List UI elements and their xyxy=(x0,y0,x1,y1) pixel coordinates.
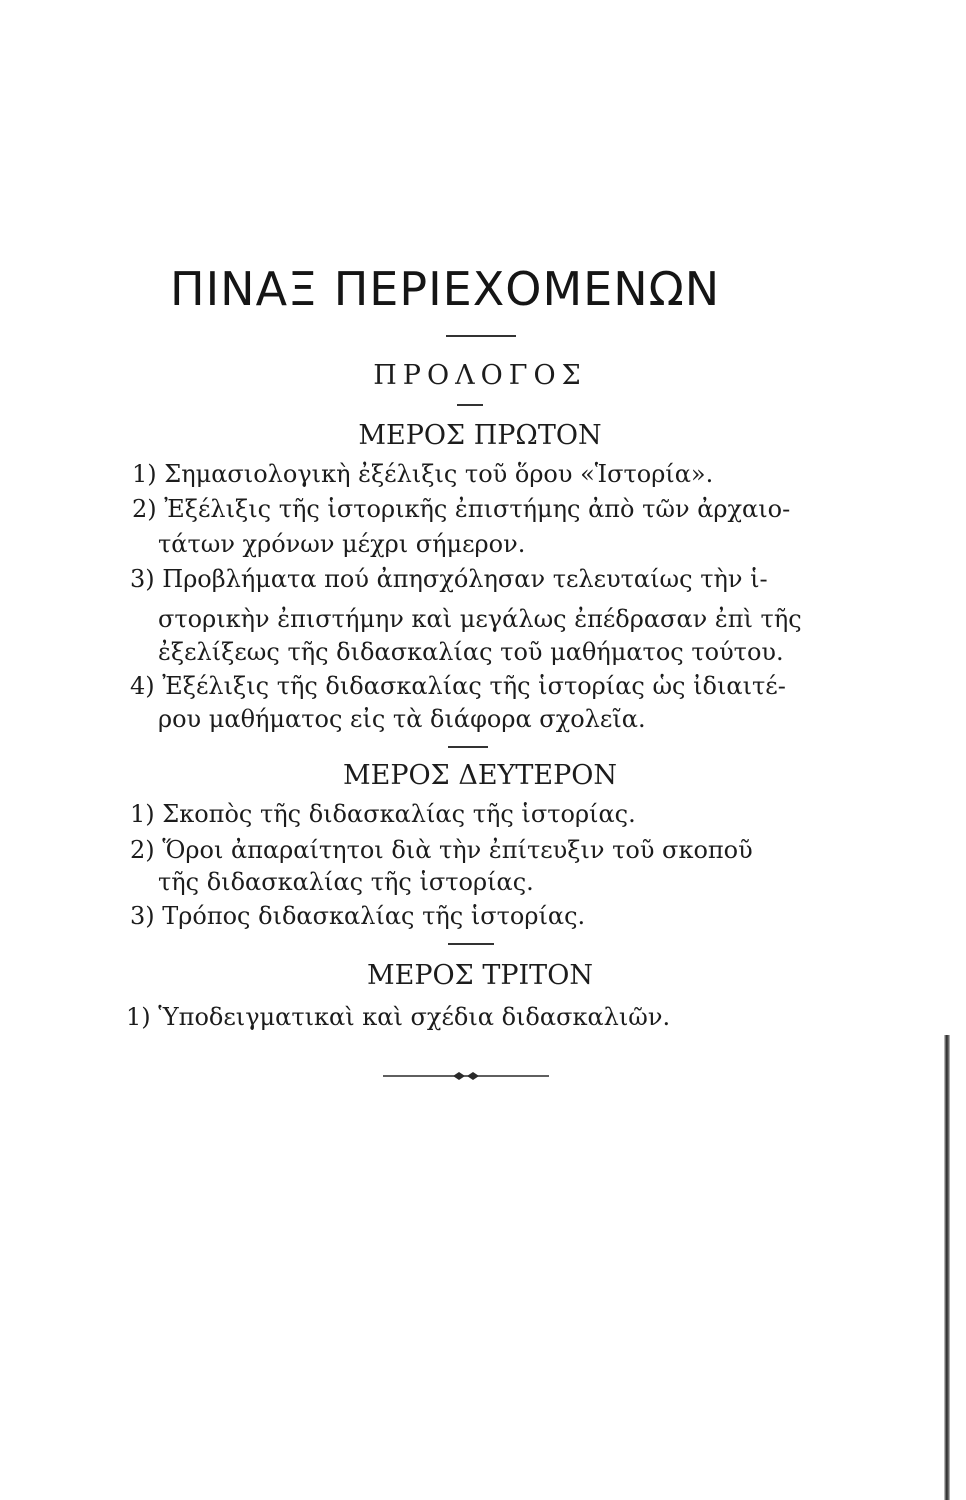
section-separator xyxy=(448,746,488,748)
page-edge-shadow xyxy=(944,1035,950,1500)
toc-entry: 1) Ὑποδειγματικαὶ καὶ σχέδια διδασκαλιῶν. xyxy=(126,1003,671,1031)
toc-entry-continuation: ρου μαθήματος εἰς τὰ διάφορα σχολεῖα. xyxy=(158,705,646,733)
toc-entry: 2) Ἐξέλιξις τῆς ἱστορικῆς ἐπιστήμης ἀπὸ τῶν ἀρχαιο- xyxy=(132,495,791,523)
section-separator xyxy=(457,404,483,406)
part-two-heading: ΜΕΡΟΣ ΔΕΥΤΕΡΟΝ xyxy=(342,760,617,791)
title-separator xyxy=(446,335,516,337)
toc-entry: 2) Ὅροι ἀπαραίτητοι διὰ τὴν ἐπίτευξιν τοῦ σκοποῦ xyxy=(130,836,753,864)
part-one-heading: ΜΕΡΟΣ ΠΡΩΤΟΝ xyxy=(358,420,602,451)
toc-entry: 3) Τρόπος διδασκαλίας τῆς ἱστορίας. xyxy=(130,902,586,930)
section-separator xyxy=(448,943,494,945)
toc-entry: 3) Προβλήματα πού ἀπησχόλησαν τελευταίως τὴν ἱ- xyxy=(130,565,768,593)
toc-entry: 4) Ἐξέλιξις τῆς διδασκαλίας τῆς ἱστορίας ὡς ἰδιαιτέ- xyxy=(130,672,786,700)
toc-entry: 1) Σημασιολογικὴ ἐξέλιξις τοῦ ὅρου «Ἱστορία». xyxy=(132,460,714,488)
toc-entry-continuation: τῆς διδασκαλίας τῆς ἱστορίας. xyxy=(158,868,534,896)
toc-entry-continuation: τάτων χρόνων μέχρι σήμερον. xyxy=(158,530,526,558)
page-title: ΠΙΝΑΞ ΠΕΡΙΕΧΟΜΕΝΩΝ xyxy=(170,262,721,316)
toc-entry-continuation: ἐξελίξεως τῆς διδασκαλίας τοῦ μαθήματος τούτου. xyxy=(158,638,784,666)
ornament-divider xyxy=(383,1069,549,1083)
toc-entry: 1) Σκοπὸς τῆς διδασκαλίας τῆς ἱστορίας. xyxy=(130,800,636,828)
part-three-heading: ΜΕΡΟΣ ΤΡΙΤΟΝ xyxy=(367,960,593,991)
prologue-heading: ΠΡΟΛΟΓΟΣ xyxy=(373,360,587,391)
toc-entry-continuation: στορικὴν ἐπιστήμην καὶ μεγάλως ἐπέδρασαν ἐπὶ τῆς xyxy=(158,605,802,633)
